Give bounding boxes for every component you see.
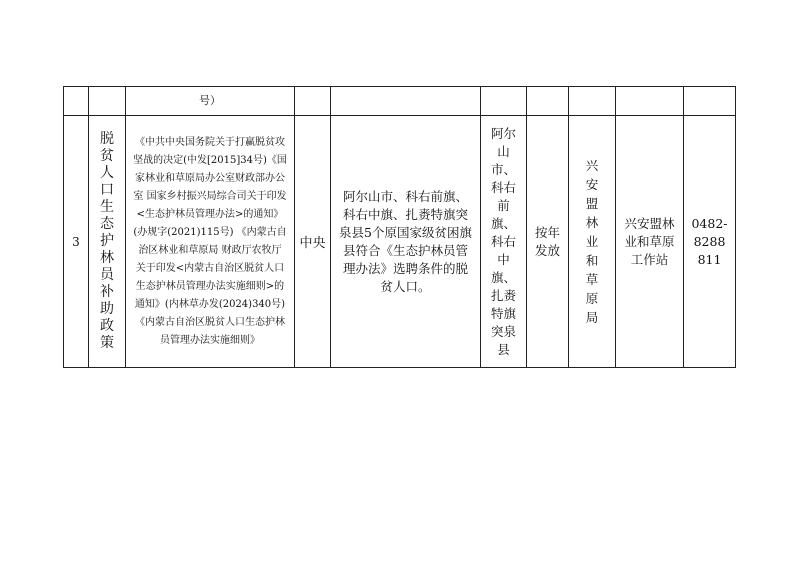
cell-phone: 0482-8288811 <box>684 116 736 368</box>
cell-policy-basis: 《中共中央国务院关于打赢脱贫攻坚战的决定(中发[2015]34号)《国家林业和草原局办公室财政部办公室 国家乡村振兴局综合司关于印发<生态护林员管理办法>的通知》(办规字(2021)115号) 《内蒙古自治区林业和草原局 财政厅农牧厅 关于印发<内蒙古自治区脱贫人口生态护林员管理办法实施细则>的通知》(内林草办发(2024)340号)《内蒙古自治区脱贫人口生态护林员管理办法实施细则》 <box>126 116 295 368</box>
cell-empty <box>481 87 527 116</box>
policy-row <box>64 116 736 368</box>
policy-table <box>63 86 736 368</box>
cell-index: 3 <box>64 116 89 368</box>
cell-empty <box>527 87 569 116</box>
cell-empty <box>684 87 736 116</box>
continuation-row <box>64 87 736 116</box>
cell-level: 中央 <box>295 116 331 368</box>
cell-policy-name: 脱贫人口生态护林员补助政策 <box>89 116 126 368</box>
cell-department: 兴安盟林业和草原局 <box>569 116 616 368</box>
cell-method: 按年发放 <box>527 116 569 368</box>
cell-contact-unit: 兴安盟林业和草原工作站 <box>616 116 684 368</box>
cell-empty <box>295 87 331 116</box>
cell-target: 阿尔山市、科右前旗、科右中旗、扎赉特旗突泉县5个原国家级贫困旗县符合《生态护林员管理办法》选聘条件的脱贫人口。 <box>331 116 481 368</box>
cell-empty <box>569 87 616 116</box>
cell-area: 阿尔山市、科右前旗、科右中旗、扎赉特旗突泉县 <box>481 116 527 368</box>
cell-empty <box>89 87 126 116</box>
cell-empty <box>64 87 89 116</box>
cell-basis-continuation: 号） <box>126 87 295 116</box>
cell-empty <box>331 87 481 116</box>
cell-empty <box>616 87 684 116</box>
